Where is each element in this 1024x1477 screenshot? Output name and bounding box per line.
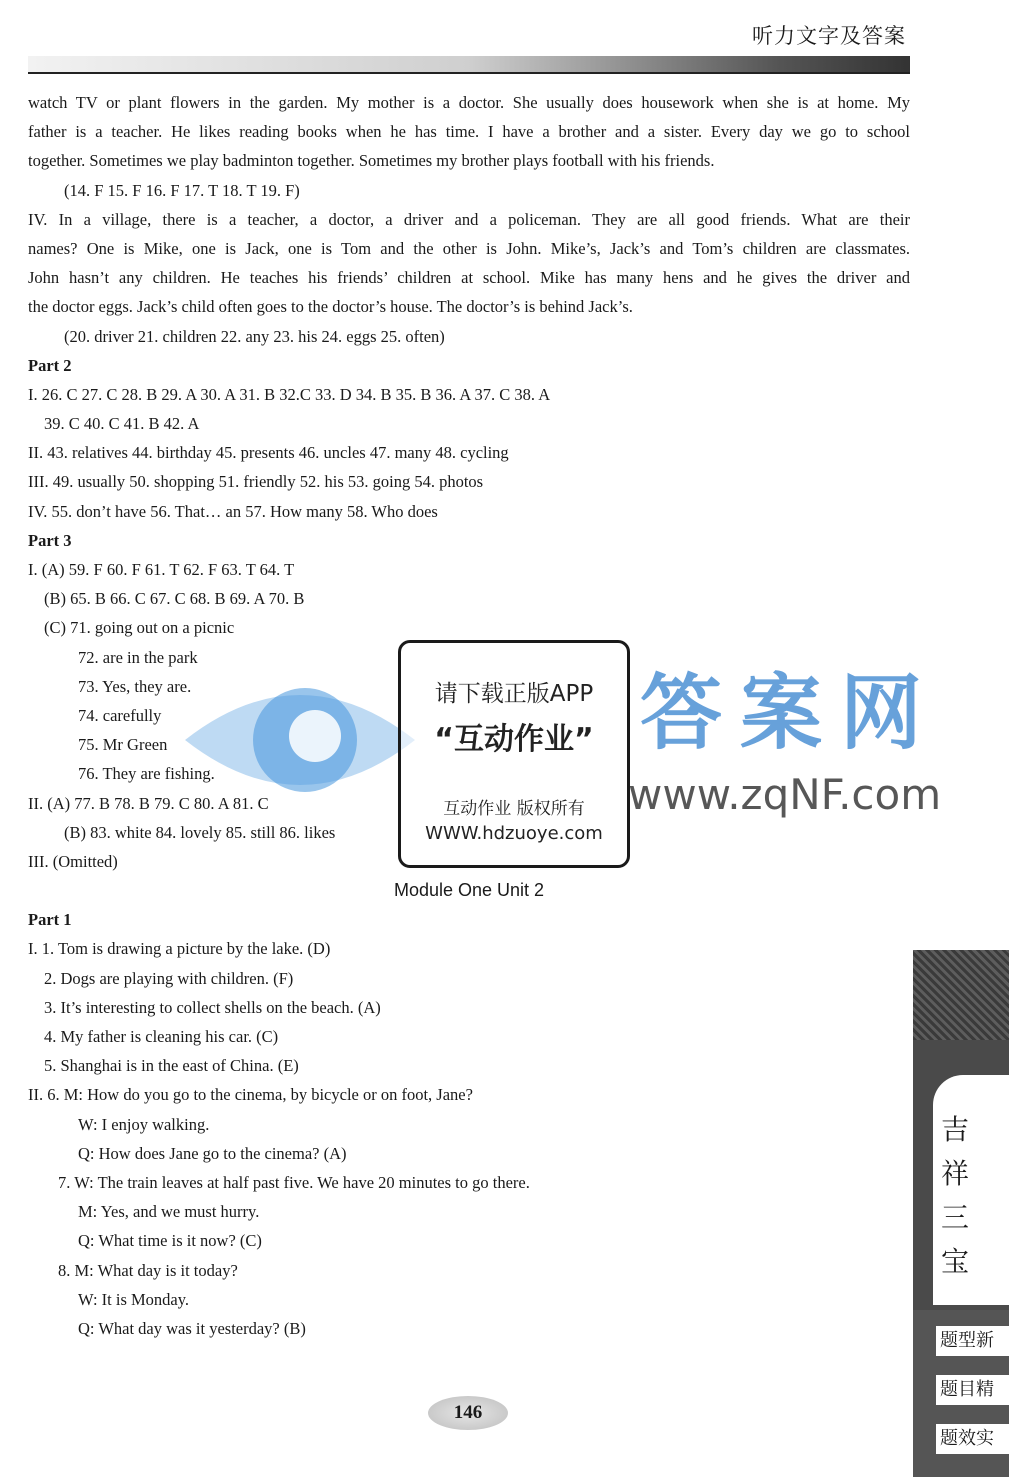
paragraph-line: watch TV or plant flowers in the garden. My mother is a doctor. She usually does housework when she is at home. My: [28, 93, 910, 112]
watermark-stamp: [398, 640, 630, 868]
answer-line: II. 43. relatives 44. birthday 45. presents 46. uncles 47. many 48. cycling: [28, 443, 509, 463]
answer-line: 75. Mr Green: [78, 735, 168, 755]
sidebar-vertical-title: [935, 1108, 975, 1284]
answer-line: 4. My father is cleaning his car. (C): [44, 1027, 279, 1046]
section-heading: Part 3: [28, 530, 72, 550]
answer-line: III. 49. usually 50. shopping 51. friendly 52. his 53. going 54. photos: [28, 472, 484, 492]
sidebar-label: 题型新: [936, 1326, 1020, 1356]
answer-line: IV. 55. don’t have 56. That… an 57. How many 58. Who does: [28, 501, 438, 521]
stamp-line: “互动作业”: [434, 722, 594, 757]
answer-line: (B) 83. white 84. lovely 85. still 86. likes: [64, 822, 336, 842]
answer-line: III. (Omitted): [28, 851, 118, 871]
answer-line: (20. driver 21. children 22. any 23. his 24. eggs 25. often): [64, 326, 445, 346]
answer-line: I. 1. Tom is drawing a picture by the lake. (D): [28, 939, 331, 959]
watermark-url: www.zqNF.com: [628, 770, 942, 819]
stamp-line: 互动作业 版权所有: [443, 799, 585, 819]
page-number: 146: [428, 1396, 508, 1430]
stamp-line: WWW.hdzuoye.com: [425, 823, 603, 844]
answer-line: 74. carefully: [78, 705, 162, 725]
dialogue-line: M: Yes, and we must hurry.: [78, 1202, 260, 1222]
section-heading: Part 1: [28, 910, 72, 930]
answer-line: (14. F 15. F 16. F 17. T 18. T 19. F): [64, 180, 300, 200]
answer-line: 73. Yes, they are.: [78, 676, 192, 696]
sidebar-char: 宝: [940, 1245, 969, 1278]
answer-line: (C) 71. going out on a picnic: [44, 618, 235, 638]
dialogue-line: 7. W: The train leaves at half past five. We have 20 minutes to go there.: [58, 1172, 530, 1192]
answer-line: 2. Dogs are playing with children. (F): [44, 968, 294, 988]
dialogue-line: Q: What time is it now? (C): [78, 1231, 262, 1251]
paragraph-line: John hasn’t any children. He teaches his friends’ children at school. Mike has many hens and he gives the driver and: [28, 268, 910, 288]
dialogue-line: W: It is Monday.: [78, 1289, 190, 1309]
header-rule: [28, 72, 910, 74]
sidebar-label: 题目精: [936, 1375, 1020, 1405]
sidebar-label: 题效实: [936, 1424, 1020, 1454]
answer-line: I. 26. C 27. C 28. B 29. A 30. A 31. B 32.C 33. D 34. B 35. B 36. A 37. C 38. A: [28, 384, 551, 404]
paragraph-line: father is a teacher. He likes reading books when he has time. I have a brother and a sister. Every day we go to school: [28, 122, 910, 142]
paragraph-line: IV. In a village, there is a teacher, a doctor, a driver and a policeman. They are all good friends. What are their: [28, 209, 910, 229]
paragraph-line: the doctor eggs. Jack’s child often goes to the doctor’s house. The doctor’s is behind Jack’s.: [28, 297, 633, 317]
dialogue-line: 8. M: What day is it today?: [58, 1260, 238, 1280]
sidebar-char: 祥: [940, 1157, 969, 1190]
eye-logo-icon: [180, 660, 420, 820]
header-decorative-bar: [28, 56, 910, 72]
sidebar-char: 吉: [940, 1113, 969, 1146]
answer-line: 39. C 40. C 41. B 42. A: [44, 414, 200, 434]
sidebar-char: 三: [940, 1201, 969, 1234]
answer-line: 76. They are fishing.: [78, 764, 215, 784]
module-title: Module One Unit 2: [393, 880, 545, 901]
answer-line: 72. are in the park: [78, 647, 198, 667]
answer-line: II. 6. M: How do you go to the cinema, by bicycle or on foot, Jane?: [28, 1085, 473, 1105]
dialogue-line: Q: How does Jane go to the cinema? (A): [78, 1143, 347, 1163]
answer-line: I. (A) 59. F 60. F 61. T 62. F 63. T 64. T: [28, 560, 295, 579]
watermark-site-chars: 答案网: [640, 666, 941, 761]
sidebar-pattern: [913, 950, 1009, 1040]
answer-line: II. (A) 77. B 78. B 79. C 80. A 81. C: [28, 793, 269, 813]
answer-line: 3. It’s interesting to collect shells on the beach. (A): [44, 997, 381, 1017]
header-title: 听力文字及答案: [752, 24, 906, 48]
paragraph-line: together. Sometimes we play badminton together. Sometimes my brother plays football with his friends.: [28, 151, 715, 171]
paragraph-line: names? One is Mike, one is Jack, one is Tom and the other is John. Mike’s, Jack’s and Tom’s children are classmates.: [28, 238, 910, 258]
dialogue-line: Q: What day was it yesterday? (B): [78, 1318, 306, 1338]
answer-line: 5. Shanghai is in the east of China. (E): [44, 1056, 299, 1076]
answer-line: (B) 65. B 66. C 67. C 68. B 69. A 70. B: [44, 589, 305, 609]
stamp-line: 请下载正版APP: [434, 681, 594, 707]
dialogue-line: W: I enjoy walking.: [78, 1114, 210, 1134]
section-heading: Part 2: [28, 355, 72, 375]
